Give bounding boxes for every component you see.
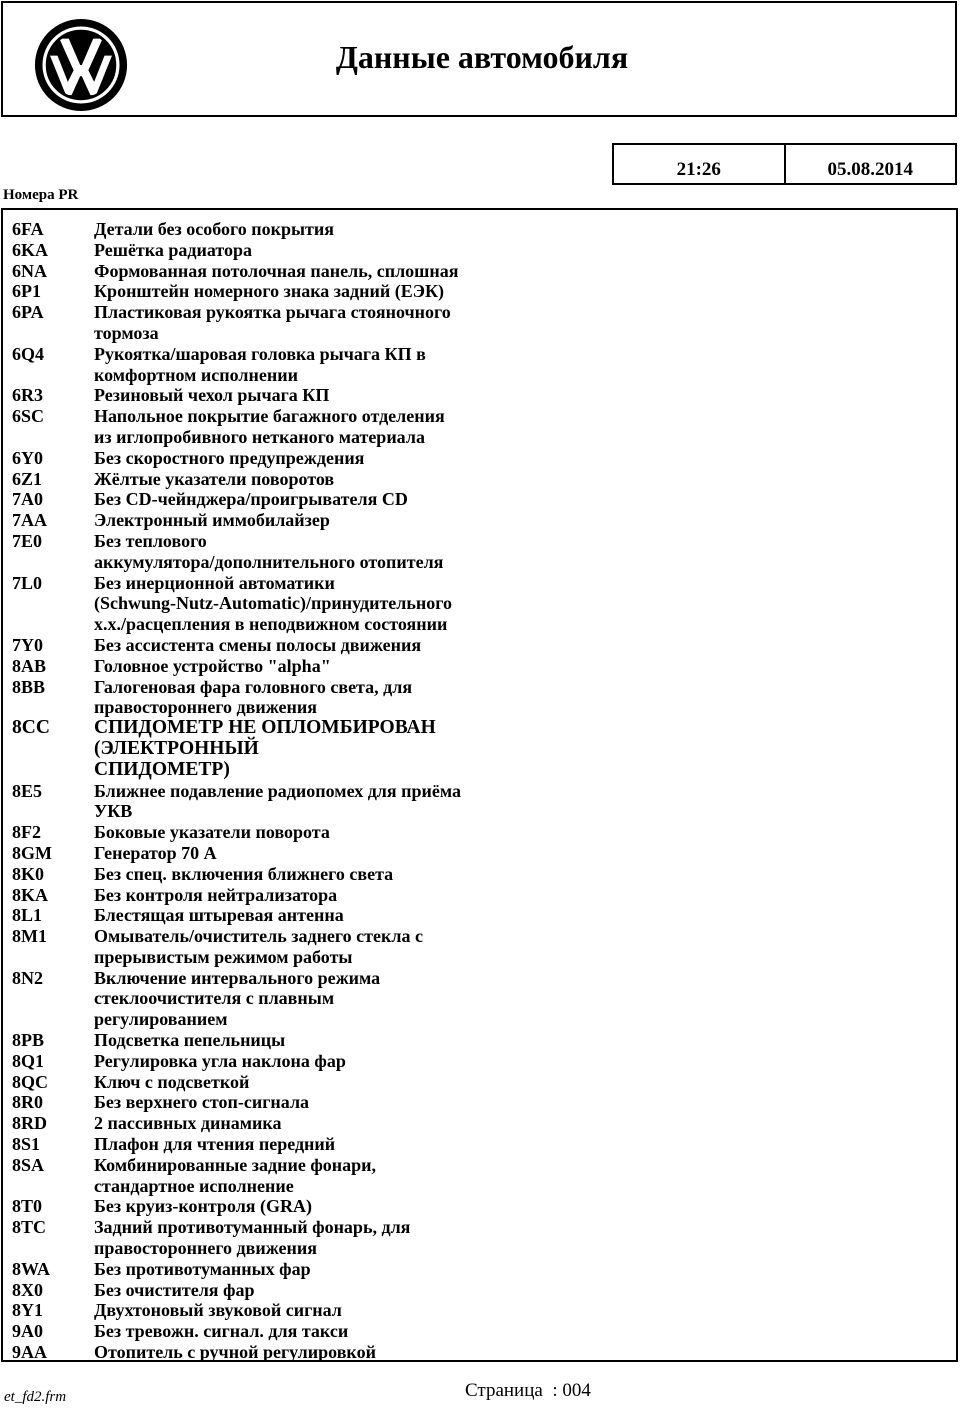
pr-description: Кронштейн номерного знака задний (ЕЭК) xyxy=(94,281,444,302)
time-value: 21:26 xyxy=(676,159,721,180)
date-value: 05.08.2014 xyxy=(784,145,956,183)
list-item xyxy=(3,261,956,282)
pr-description: Ближнее подавление радиопомех для приёма УКВ xyxy=(94,780,462,822)
pr-description: Регулировка угла наклона фар xyxy=(94,1050,346,1071)
list-item xyxy=(3,656,956,677)
pr-code: 6PA xyxy=(12,302,44,323)
page-number xyxy=(465,1380,591,1402)
list-item xyxy=(3,302,956,344)
pr-code: 8M1 xyxy=(12,926,47,947)
pr-description: Без очистителя фар xyxy=(94,1279,255,1300)
pr-description: Включение интервального режима стеклоочистителя с плавным регулированием xyxy=(94,967,381,1030)
pr-code: 6Q4 xyxy=(12,343,45,364)
list-item xyxy=(3,1342,956,1363)
pr-code: 8X0 xyxy=(12,1279,43,1300)
pr-description: Двухтоновый звуковой сигнал xyxy=(94,1300,342,1321)
list-item xyxy=(3,1113,956,1134)
pr-description: Без инерционной автоматики (Schwung-Nutz-Automatic)/принудительного х.х./расцепления в неподвижном состоянии xyxy=(94,572,452,635)
list-item xyxy=(3,1300,956,1321)
list-item xyxy=(3,448,956,469)
pr-description: Без ассистента смены полосы движения xyxy=(94,634,422,655)
pr-description: Галогеновая фара головного света, для правостороннего движения xyxy=(94,676,413,718)
pr-code: 7E0 xyxy=(12,530,43,551)
pr-description: СПИДОМЕТР НЕ ОПЛОМБИРОВАН (ЭЛЕКТРОННЫЙ СПИДОМЕТР) xyxy=(94,717,436,780)
pr-code: 8E5 xyxy=(12,780,43,801)
list-item xyxy=(3,469,956,490)
list-item xyxy=(3,240,956,261)
pr-code: 6NA xyxy=(12,260,47,281)
list-item xyxy=(3,926,956,968)
pr-description: Омыватель/очиститель заднего стекла с прерывистым режимом работы xyxy=(94,926,423,967)
pr-code: 6P1 xyxy=(12,281,41,302)
list-item xyxy=(3,281,956,302)
list-item xyxy=(3,905,956,926)
pr-code: 6Z1 xyxy=(12,468,43,489)
pr-code: 8T0 xyxy=(12,1196,43,1217)
list-item xyxy=(3,1196,956,1217)
list-item xyxy=(3,864,956,885)
list-item xyxy=(3,718,956,780)
pr-description: Детали без особого покрытия xyxy=(94,219,335,239)
pr-code: 8F2 xyxy=(12,822,41,843)
pr-code: 8SA xyxy=(12,1154,45,1175)
list-item xyxy=(3,1072,956,1093)
section-label: Номера PR xyxy=(3,187,79,203)
pr-description: Подсветка пепельницы xyxy=(94,1030,286,1051)
list-item xyxy=(3,406,956,448)
pr-code: 8R0 xyxy=(12,1092,43,1113)
list-item xyxy=(3,635,956,656)
pr-code: 8PB xyxy=(12,1030,45,1051)
list-item xyxy=(3,1259,956,1280)
pr-code: 8K0 xyxy=(12,863,45,884)
pr-description: Плафон для чтения передний xyxy=(94,1134,336,1155)
pr-code: 6R3 xyxy=(12,385,43,406)
pr-description: Блестящая штыревая антенна xyxy=(94,905,344,926)
pr-code: 8S1 xyxy=(12,1134,41,1155)
list-item xyxy=(3,1280,956,1301)
pr-code: 8N2 xyxy=(12,967,43,988)
pr-description: Боковые указатели поворота xyxy=(94,822,330,843)
pr-description: Напольное покрытие багажного отделения из иглопробивного нетканого материала xyxy=(94,406,445,447)
list-item xyxy=(3,1155,956,1197)
list-item xyxy=(3,1030,956,1051)
timestamp-box xyxy=(612,143,957,185)
pr-description: Рукоятка/шаровая головка рычага КП в комфортном исполнении xyxy=(94,343,426,385)
list-item xyxy=(3,843,956,864)
list-item xyxy=(3,573,956,635)
pr-description: Без CD-чейнджера/проигрывателя CD xyxy=(94,489,408,510)
pr-code: 8RD xyxy=(12,1113,47,1134)
pr-code: 7L0 xyxy=(12,572,43,593)
pr-description: Без спец. включения ближнего света xyxy=(94,863,394,884)
pr-code: 6Y0 xyxy=(12,447,43,468)
pr-description: Решётка радиатора xyxy=(94,239,253,260)
page-number-label: Страница : 004 xyxy=(465,1380,591,1401)
list-item xyxy=(3,1092,956,1113)
pr-description: Головное устройство "alpha" xyxy=(94,655,331,676)
pr-description: Без теплового аккумулятора/дополнительного отопителя xyxy=(94,530,444,572)
list-item xyxy=(3,1217,956,1259)
list-item xyxy=(3,219,956,240)
pr-code: 9A0 xyxy=(12,1321,43,1342)
list-item xyxy=(3,510,956,531)
pr-code: 8BB xyxy=(12,676,46,697)
pr-code: 8AB xyxy=(12,655,47,676)
pr-list xyxy=(1,208,958,1362)
list-item xyxy=(3,968,956,1030)
document-header xyxy=(1,1,957,117)
pr-description: Без контроля нейтрализатора xyxy=(94,884,338,905)
list-item xyxy=(3,385,956,406)
pr-code: 7AA xyxy=(12,510,47,531)
pr-code: 8L1 xyxy=(12,905,43,926)
pr-description: Без противотуманных фар xyxy=(94,1258,311,1279)
pr-description: Без верхнего стоп-сигнала xyxy=(94,1092,310,1113)
pr-code: 8QC xyxy=(12,1071,48,1092)
list-item xyxy=(3,1134,956,1155)
pr-description: Отопитель с ручной регулировкой xyxy=(94,1342,376,1363)
list-item xyxy=(3,344,956,386)
pr-code: 6SC xyxy=(12,406,45,427)
pr-code: 8GM xyxy=(12,842,52,863)
pr-description: Генератор 70 А xyxy=(94,842,217,863)
pr-description: Формованная потолочная панель, сплошная xyxy=(94,260,459,281)
pr-description: Без скоростного предупреждения xyxy=(94,447,365,468)
list-item xyxy=(3,781,956,823)
pr-code: 8Q1 xyxy=(12,1050,45,1071)
list-item xyxy=(3,677,956,719)
pr-code: 8WA xyxy=(12,1258,51,1279)
list-item xyxy=(3,822,956,843)
pr-code: 7Y0 xyxy=(12,634,43,655)
footer-filename: et_fd2.frm xyxy=(4,1389,67,1405)
pr-code: 8KA xyxy=(12,884,48,905)
list-item xyxy=(3,531,956,573)
pr-code: 6FA xyxy=(12,219,44,239)
list-item xyxy=(3,1321,956,1342)
page-title: Данные автомобиля xyxy=(335,39,629,75)
pr-code: 9AA xyxy=(12,1342,47,1363)
pr-description: Жёлтые указатели поворотов xyxy=(94,468,335,489)
pr-description: Электронный иммобилайзер xyxy=(94,510,330,531)
list-item xyxy=(3,489,956,510)
pr-description: Без тревожн. сигнал. для такси xyxy=(94,1321,349,1342)
list-item xyxy=(3,885,956,906)
pr-code: 8TC xyxy=(12,1217,47,1238)
list-item xyxy=(3,1051,956,1072)
pr-description: Комбинированные задние фонари, стандартное исполнение xyxy=(94,1154,377,1196)
pr-description: Резиновый чехол рычага КП xyxy=(94,385,330,406)
pr-code: 6KA xyxy=(12,239,48,260)
pr-description: Ключ с подсветкой xyxy=(94,1071,250,1092)
pr-description: Задний противотуманный фонарь, для правостороннего движения xyxy=(94,1217,411,1259)
pr-code: 7A0 xyxy=(12,489,43,510)
pr-code: 8CC xyxy=(12,717,50,739)
pr-description: Без круиз-контроля (GRA) xyxy=(94,1196,313,1217)
pr-description: Пластиковая рукоятка рычага стояночного тормоза xyxy=(94,302,451,343)
pr-description: 2 пассивных динамика xyxy=(94,1113,282,1134)
pr-code: 8Y1 xyxy=(12,1300,43,1321)
